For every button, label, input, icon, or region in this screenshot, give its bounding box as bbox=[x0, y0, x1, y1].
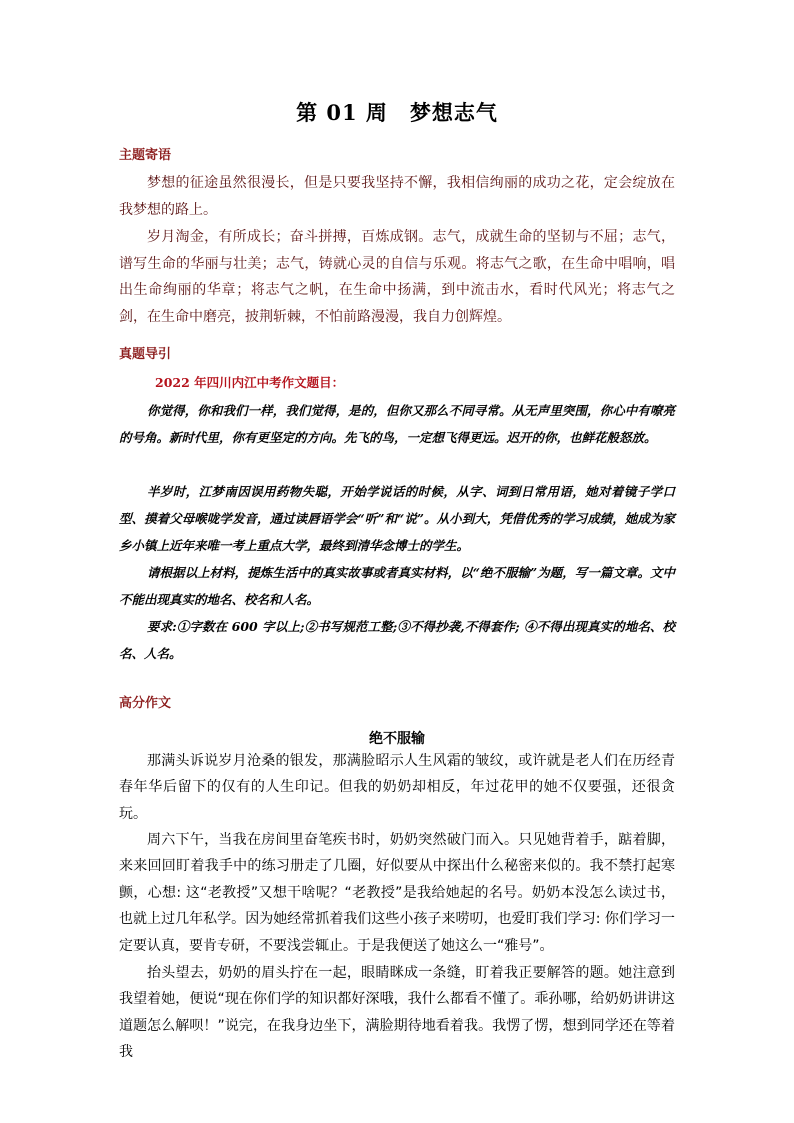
title-week: 第 01 周 bbox=[296, 100, 388, 125]
exam-paragraph: 半岁时，江梦南因误用药物失聪，开始学说话的时候，从字、词到日常用语，她对着镜子学口型、摸着父母喉咙学发音，通过读唇语学会“听”和“说”。从小到大，凭借优秀的学习成绩，她成为家乡小镇上近年来唯一考上重点大学，最终到清华念博士的学生。 bbox=[119, 484, 675, 553]
page-title bbox=[0, 97, 794, 127]
essay-title: 绝不服输 bbox=[369, 731, 425, 747]
exam-title: 2022 年四川内江中考作文题目： bbox=[155, 375, 345, 390]
theme-paragraph: 岁月淘金，有所成长；奋斗拼搏，百炼成钢。志气，成就生命的坚韧与不屈；志气，谱写生命的华丽与壮美；志气，铸就心灵的自信与乐观。将志气之歌，在生命中唱响，唱出生命绚丽的华章；将志气之帆，在生命中扬满，到中流击水，看时代风光；将志气之剑，在生命中磨亮，披荆斩棘，不怕前路漫漫，我自力创辉煌。 bbox=[119, 229, 675, 325]
essay-heading: 高分作文 bbox=[119, 696, 172, 711]
theme-heading: 主题寄语 bbox=[119, 148, 172, 163]
title-topic: 梦想志气 bbox=[409, 100, 498, 125]
guide-heading: 真题导引 bbox=[119, 347, 172, 362]
exam-paragraph: 请根据以上材料，提炼生活中的真实故事或者真实材料，以“绝不服输”为题，写一篇文章。文中不能出现真实的地名、校名和人名。 bbox=[119, 565, 675, 607]
essay-paragraph: 周六下午，当我在房间里奋笔疾书时，奶奶突然破门而入。只见她背着手，踮着脚，来来回回盯着我手中的练习册走了几圈，好似要从中探出什么秘密来似的。我不禁打起寒颤，心想: 这“老教授”又想干啥呢？“老教授”是我给她起的名号。奶奶本没怎么读过书，也就上过几年私学。因为她经常抓着我们这些小孩子来唠叨，也爱盯我们学习: 你们学习一定要认真，要肯专研，不要浅尝辄止。于是我便送了她这么一“雅号”。 bbox=[119, 832, 675, 954]
theme-paragraph: 梦想的征途虽然很漫长，但是只要我坚持不懈，我相信绚丽的成功之花，定会绽放在我梦想的路上。 bbox=[119, 175, 675, 218]
essay-paragraph: 抬头望去，奶奶的眉头拧在一起，眼睛眯成一条缝，盯着我正要解答的题。她注意到我望着她，便说“现在你们学的知识都好深哦，我什么都看不懂了。乖孙哪，给奶奶讲讲这道题怎么解呗！”说完，在我身边坐下，满脸期待地看着我。我愣了愣，想到同学还在等着我 bbox=[119, 965, 675, 1061]
essay-paragraph: 那满头诉说岁月沧桑的银发，那满脸昭示人生风霜的皱纹，或许就是老人们在历经青春年华后留下的仅有的人生印记。但我的奶奶却相反，年过花甲的她不仅要强，还很贪玩。 bbox=[119, 753, 675, 822]
exam-requirements: 要求:①字数在 600 字以上;②书写规范工整;③不得抄袭,不得套作; ④不得出现真实的地名、校名、人名。 bbox=[119, 619, 675, 661]
exam-paragraph: 你觉得，你和我们一样，我们觉得，是的，但你又那么不同寻常。从无声里突围，你心中有嘹亮的号角。新时代里，你有更坚定的方向。先飞的鸟，一定想飞得更远。迟开的你，也鲜花般怒放。 bbox=[119, 403, 675, 445]
